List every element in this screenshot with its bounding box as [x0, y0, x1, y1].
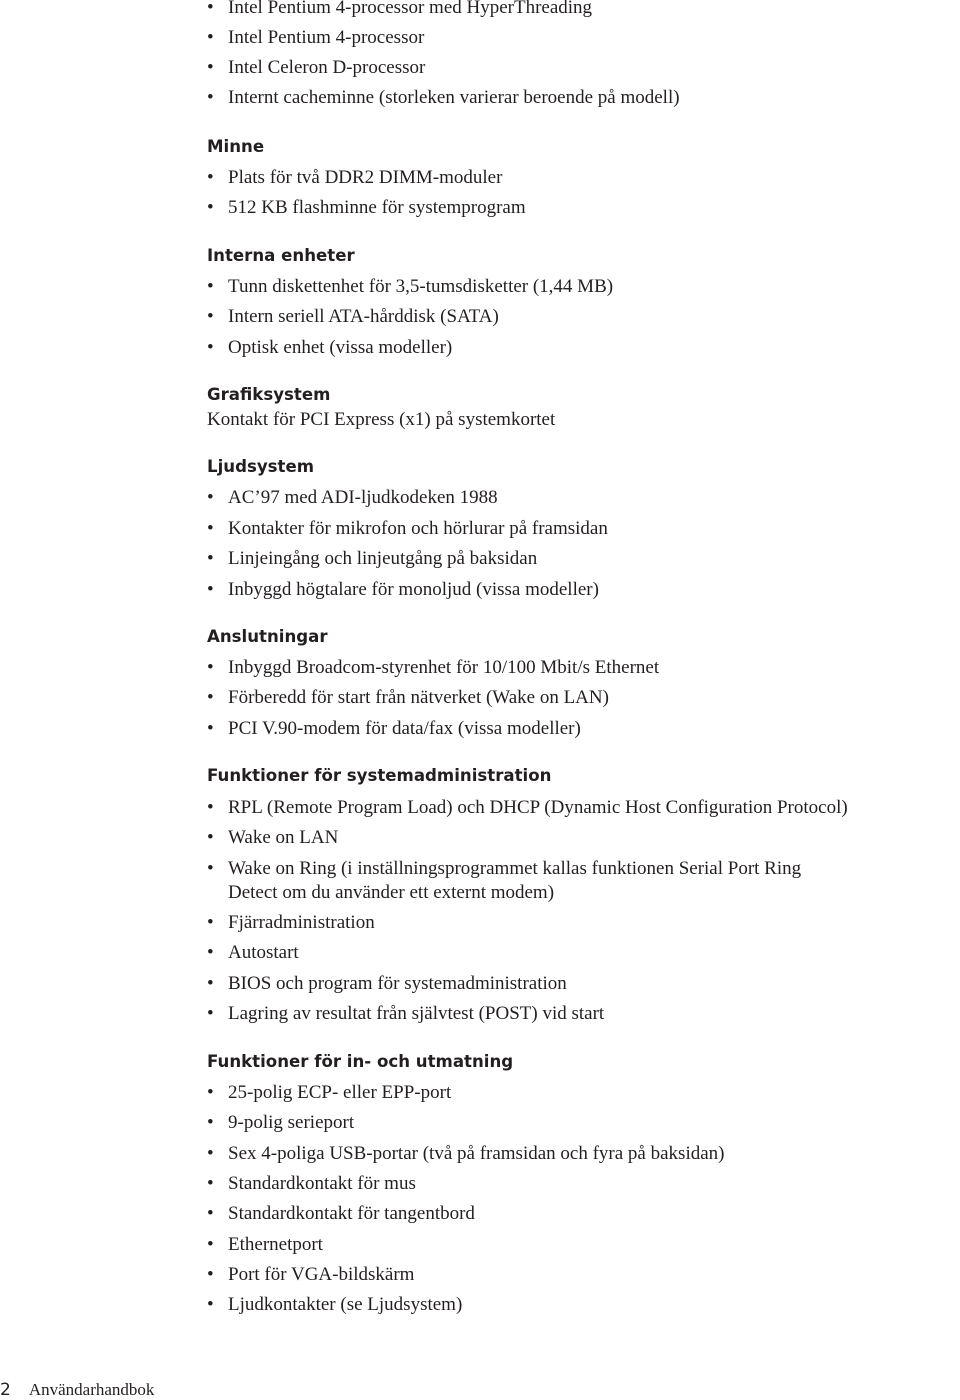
list-item: • Intel Pentium 4-processor med HyperThreading — [207, 0, 960, 20]
bullet-icon: • — [207, 1143, 214, 1164]
bullet-icon: • — [207, 942, 214, 963]
bullet-icon: • — [207, 27, 214, 48]
section-heading: Funktioner för in- och utmatning — [207, 1052, 514, 1071]
list-item: • Standardkontakt för tangentbord — [207, 1203, 475, 1224]
list-item: • 512 KB flashminne för systemprogram — [207, 197, 526, 218]
list-item: • Lagring av resultat från självtest (POST) vid start — [207, 1003, 605, 1024]
list-item: • Intel Celeron D-processor — [207, 57, 426, 78]
bullet-icon: • — [207, 306, 214, 327]
bullet-icon: • — [207, 579, 214, 600]
bullet-icon: • — [207, 57, 214, 78]
list-item: • Standardkontakt för mus — [207, 1173, 416, 1194]
list-item: • Förberedd för start från nätverket (Wake on LAN) — [207, 687, 609, 708]
bullet-icon: • — [207, 1112, 214, 1133]
list-item: • PCI V.90-modem för data/fax (vissa modeller) — [207, 718, 581, 739]
bullet-icon: • — [207, 197, 214, 218]
list-item: • Inbyggd Broadcom-styrenhet för 10/100 Mbit/s Ethernet — [207, 657, 660, 678]
bullet-icon: • — [207, 1234, 214, 1255]
bullet-icon: • — [207, 687, 214, 708]
bullet-icon: • — [207, 167, 214, 188]
bullet-icon: • — [207, 1082, 214, 1103]
bullet-icon: • — [207, 1003, 214, 1024]
bullet-icon: • — [207, 337, 214, 358]
list-item: • Ljudkontakter (se Ljudsystem) — [207, 1294, 463, 1315]
section-heading: Ljudsystem — [207, 457, 315, 476]
list-item: • Fjärradministration — [207, 912, 375, 933]
bullet-icon: • — [207, 1294, 214, 1315]
bullet-icon: • — [207, 0, 214, 18]
footer-title: Användarhandbok — [28, 1380, 155, 1399]
list-item: • Inbyggd högtalare för monoljud (vissa modeller) — [207, 579, 599, 600]
list-item: • BIOS och program för systemadministration — [207, 973, 567, 994]
bullet-icon: • — [207, 858, 214, 879]
section-heading: Grafiksystem — [207, 385, 331, 404]
list-item: • Optisk enhet (vissa modeller) — [207, 337, 453, 358]
bullet-icon: • — [207, 718, 214, 739]
page-footer — [0, 1380, 154, 1400]
section-heading: Interna enheter — [207, 246, 355, 265]
bullet-icon: • — [207, 797, 214, 818]
list-item: • Wake on LAN — [207, 827, 339, 848]
bullet-icon: • — [207, 657, 214, 678]
section-text: Kontakt för PCI Express (x1) på systemkortet — [207, 409, 556, 430]
bullet-icon: • — [207, 548, 214, 569]
list-item: • Intern seriell ATA-hårddisk (SATA) — [207, 306, 499, 327]
bullet-icon: • — [207, 518, 214, 539]
list-item: • 25-polig ECP- eller EPP-port — [207, 1082, 452, 1103]
list-item: • Plats för två DDR2 DIMM-moduler — [207, 167, 503, 188]
section-heading: Funktioner för systemadministration — [207, 766, 552, 785]
section-heading: Anslutningar — [207, 627, 328, 646]
list-item: • Internt cacheminne (storleken varierar beroende på modell) — [207, 87, 680, 108]
page-number: 2 — [0, 1380, 11, 1400]
list-item: • AC’97 med ADI-ljudkodeken 1988 — [207, 487, 498, 508]
list-item: • 9-polig serieport — [207, 1112, 355, 1133]
bullet-icon: • — [207, 487, 214, 508]
bullet-icon: • — [207, 827, 214, 848]
list-item: • Tunn diskettenhet för 3,5-tumsdisketter (1,44 MB) — [207, 276, 614, 297]
bullet-icon: • — [207, 1203, 214, 1224]
list-item: • Intel Pentium 4-processor — [207, 27, 425, 48]
list-item: • Kontakter för mikrofon och hörlurar på framsidan — [207, 518, 608, 539]
section-heading: Minne — [207, 137, 265, 156]
bullet-icon: • — [207, 1173, 214, 1194]
bullet-icon: • — [207, 276, 214, 297]
list-item: • Sex 4-poliga USB-portar (två på framsidan och fyra på baksidan) — [207, 1143, 725, 1164]
bullet-icon: • — [207, 912, 214, 933]
list-item: • Ethernetport — [207, 1234, 323, 1255]
bullet-icon: • — [207, 87, 214, 108]
list-item: • RPL (Remote Program Load) och DHCP (Dynamic Host Configuration Protocol) — [207, 797, 848, 818]
bullet-icon: • — [207, 1264, 214, 1285]
list-item: • Autostart — [207, 942, 299, 963]
bullet-icon: • — [207, 973, 214, 994]
list-item: • Port för VGA-bildskärm — [207, 1264, 415, 1285]
list-item: • Wake on Ring (i inställningsprogrammet kallas funktionen Serial Port Ring Detect om du använder ett externt modem) — [207, 858, 802, 903]
list-item: • Linjeingång och linjeutgång på baksidan — [207, 548, 538, 569]
